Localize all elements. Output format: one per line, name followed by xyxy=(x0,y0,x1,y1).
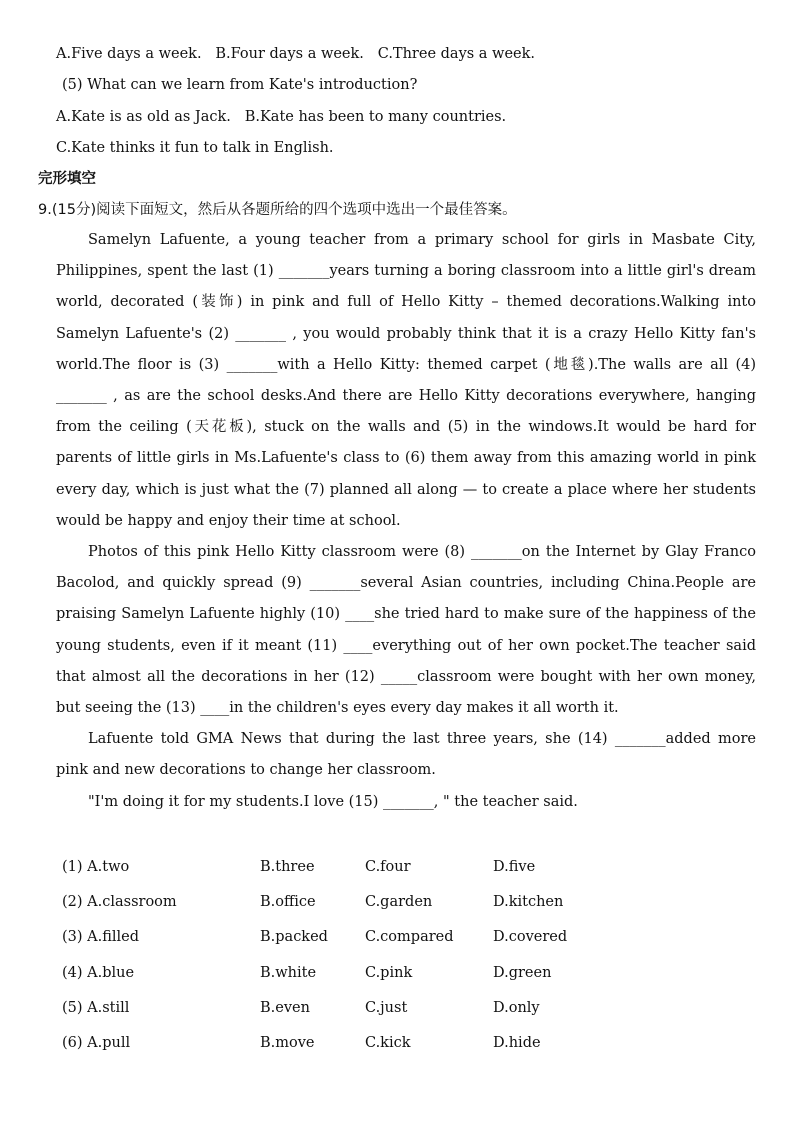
passage-paragraph-1: Samelyn Lafuente, a young teacher from a primary school for girls in Masbate City, Philippines, spent the last (1) _______years turning a boring classroom into a little girl's dream world, decorated (装饰) in pink and full of Hello Kitty – themed decorations.Walking into Samelyn Lafuente's (2) _______ , you would probably think that it is a crazy Hello Kitty fan's world.The floor is (3) _______with a Hello Kitty: themed carpet (地毯).The walls are all (4) _______ , as are the school desks.And there are Hello Kitty decorations everywhere, hanging from the ceiling (天花板), stuck on the walls and (5) in the windows.It would be hard for parents of little girls in Ms.Lafuente's class to (6) them away from this amazing world in pink every day, which is just what the (7) planned all along — to create a place where her students would be happy and enjoy their time at school. xyxy=(56,232,756,529)
q5-stem: (5) What can we learn from Kate's introduction? xyxy=(62,77,418,93)
option-d: D.hide xyxy=(493,1034,541,1051)
option-a: A.pull xyxy=(87,1034,131,1051)
option-row xyxy=(62,892,762,927)
q4-options: A.Five days a week. B.Four days a week. C.Three days a week. xyxy=(56,46,536,62)
option-label xyxy=(62,998,129,1018)
q5-option-c: C.Kate thinks it fun to talk in English. xyxy=(56,140,334,156)
passage-paragraph-4: "I'm doing it for my students.I love (15) _______, " the teacher said. xyxy=(88,793,578,810)
q5-options-ab: A.Kate is as old as Jack. B.Kate has been to many countries. xyxy=(56,109,507,125)
passage-paragraph-3: Lafuente told GMA News that during the last three years, she (14) _______added more pink and new decorations to change her classroom. xyxy=(56,731,756,779)
option-a: A.classroom xyxy=(87,894,177,911)
option-d: D.green xyxy=(493,964,552,981)
option-c: C.garden xyxy=(365,894,433,911)
option-label xyxy=(62,857,129,877)
option-d: D.covered xyxy=(493,929,568,946)
option-number: (1) xyxy=(62,859,83,875)
option-b: B.move xyxy=(260,1034,315,1051)
option-d: D.kitchen xyxy=(493,894,564,911)
option-c: C.compared xyxy=(365,929,454,946)
option-row xyxy=(62,1033,762,1068)
option-c: C.pink xyxy=(365,964,413,981)
option-b: B.even xyxy=(260,999,310,1016)
option-b: B.packed xyxy=(260,929,328,946)
option-b: B.white xyxy=(260,964,317,981)
option-d: D.five xyxy=(493,859,536,875)
section-heading: 完形填空 xyxy=(38,171,96,187)
option-number: (4) xyxy=(62,964,83,981)
option-number: (2) xyxy=(62,894,83,911)
option-number: (6) xyxy=(62,1034,83,1051)
option-d: D.only xyxy=(493,999,540,1016)
option-label xyxy=(62,963,134,983)
option-number: (3) xyxy=(62,929,83,946)
option-label xyxy=(62,1033,130,1053)
question-9-instruction: 9.(15分)阅读下面短文，然后从各题所给的四个选项中选出一个最佳答案。 xyxy=(38,202,517,218)
passage-paragraph-2: Photos of this pink Hello Kitty classroom were (8) _______on the Internet by Glay Franco Bacolod, and quickly spread (9) _______several Asian countries, including China.People are praising Samelyn Lafuente highly (10) ____she tried hard to make sure of the happiness of the young students, even if it meant (11) ____everything out of her own pocket.The teacher said that almost all the decorations in her (12) _____classroom were bought with her own money, but seeing the (13) ____in the children's eyes every day makes it all worth it. xyxy=(56,544,756,717)
option-number: (5) xyxy=(62,999,83,1016)
option-label xyxy=(62,892,177,912)
option-label xyxy=(62,927,139,947)
options-list xyxy=(62,857,762,1068)
option-row xyxy=(62,927,762,962)
option-c: C.four xyxy=(365,859,411,875)
option-a: A.still xyxy=(87,999,130,1016)
option-row xyxy=(62,857,762,892)
option-c: C.just xyxy=(365,999,408,1016)
option-a: A.two xyxy=(87,859,130,875)
option-a: A.blue xyxy=(87,964,135,981)
option-row xyxy=(62,963,762,998)
option-b: B.office xyxy=(260,894,316,911)
passage xyxy=(56,225,756,818)
option-c: C.kick xyxy=(365,1034,411,1051)
option-b: B.three xyxy=(260,859,315,875)
option-row xyxy=(62,998,762,1033)
option-a: A.filled xyxy=(87,929,140,946)
